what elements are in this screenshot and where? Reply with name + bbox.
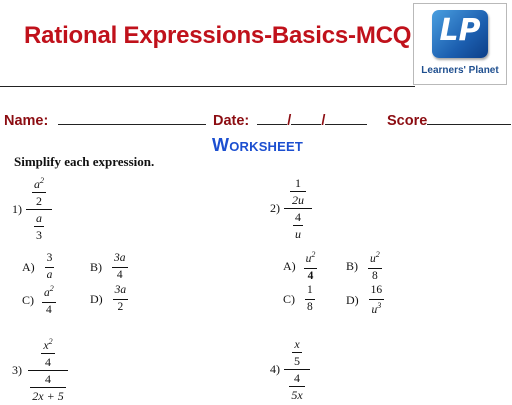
- option-2b[interactable]: B) $\frac{u^2}{8}$: [346, 250, 380, 282]
- logo-text: Learners' Planet: [421, 65, 499, 76]
- name-blank[interactable]: [58, 110, 206, 125]
- score-label: Score: [387, 113, 428, 129]
- date-separator: /: [287, 113, 292, 129]
- problem-1: 1) $\frac{\frac{a^2}{2}}{\frac{a}{3}}$: [12, 177, 52, 241]
- learners-planet-logo: [413, 3, 507, 85]
- option-1b[interactable]: B) $\frac{3a}{4}$: [90, 252, 126, 281]
- problem-4: 4) $\frac{\frac{x}{5}}{\frac{4}{5x}}$: [270, 338, 310, 401]
- date-year-blank[interactable]: [325, 110, 367, 125]
- problem-2: 2) $\frac{\frac{1}{2u}}{\frac{4}{u}}$: [270, 177, 312, 240]
- instructions: Simplify each expression.: [14, 154, 155, 169]
- logo-mark: LP: [439, 13, 481, 48]
- date-day-blank[interactable]: [291, 110, 321, 125]
- worksheet-title: Rational Expressions-Basics-MCQ: [24, 22, 412, 49]
- name-label: Name:: [4, 113, 49, 129]
- option-1c[interactable]: C) $\frac{a^2}{4}$: [22, 284, 54, 316]
- option-2a[interactable]: A) $\frac{u^2}{4}$: [283, 250, 316, 282]
- option-2d[interactable]: D) $\frac{16}{u^3}$: [346, 284, 383, 316]
- lp-logo-icon: [432, 10, 488, 58]
- score-field: [387, 110, 511, 129]
- score-blank[interactable]: [427, 110, 511, 125]
- option-2c[interactable]: C) $\frac{1}{8}$: [283, 284, 313, 313]
- option-1a[interactable]: A) $\frac{3}{a}$: [22, 252, 53, 281]
- header-divider: [0, 86, 415, 87]
- problem-3: 3) $\frac{\frac{x^2}{4}}{\frac{4}{2x + 5}}$: [12, 338, 68, 402]
- date-field: [213, 110, 367, 129]
- date-separator: /: [321, 113, 326, 129]
- worksheet-heading: WORKSHEET: [212, 135, 304, 155]
- option-1d[interactable]: D) $\frac{3a}{2}$: [90, 284, 127, 313]
- date-label: Date:: [213, 113, 250, 129]
- complex-fraction: $\frac{\frac{a^2}{2}}{\frac{a}{3}}$: [26, 177, 52, 241]
- date-month-blank[interactable]: [257, 110, 287, 125]
- name-field: [4, 110, 206, 129]
